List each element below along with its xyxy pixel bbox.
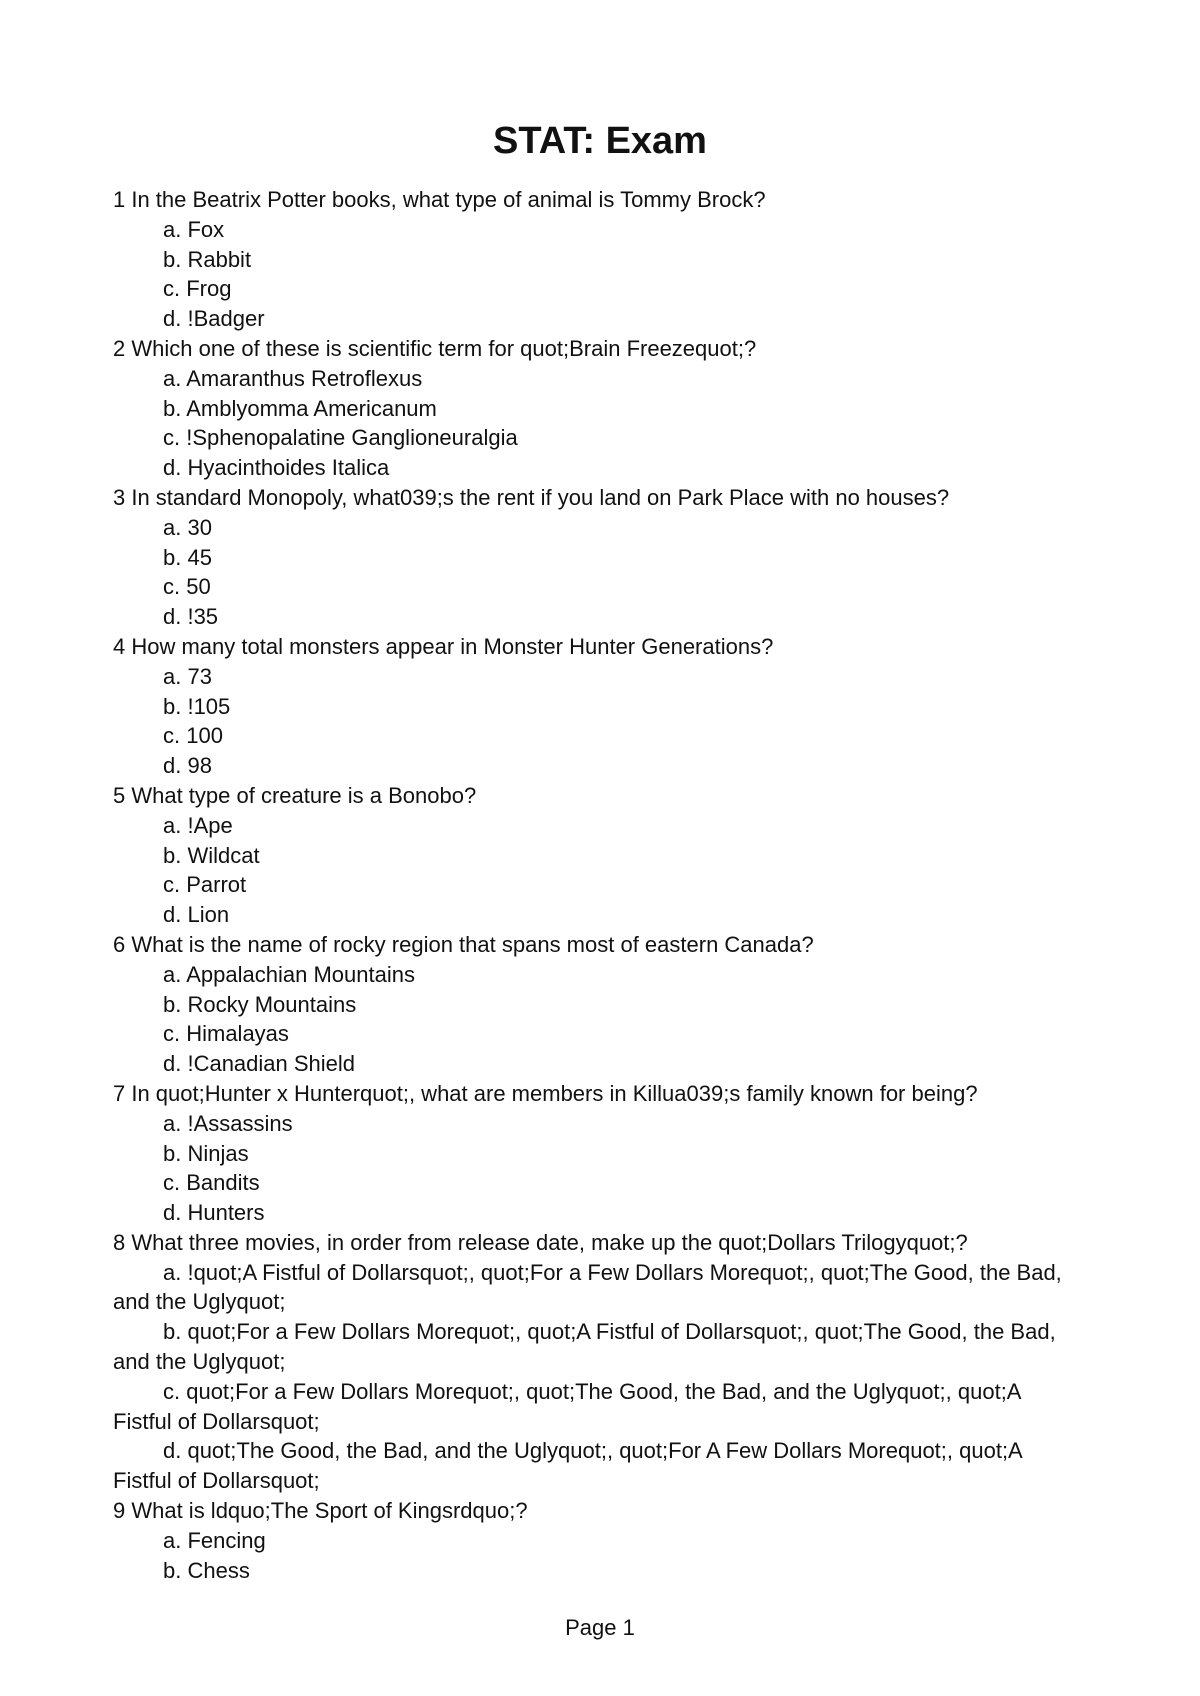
answer-option: a. !Ape <box>163 812 233 838</box>
answer-option: a. Fox <box>163 216 225 242</box>
question-text: 8 What three movies, in order from release date, make up the quot;Dollars Trilogyquot;? <box>113 1229 968 1255</box>
document-title: STAT: Exam <box>493 120 707 162</box>
option-list <box>113 1258 1073 1496</box>
question-8 <box>113 1228 1073 1496</box>
question-2 <box>113 334 1073 483</box>
answer-option: a. Appalachian Mountains <box>163 961 415 987</box>
question-text: 7 In quot;Hunter x Hunterquot;, what are members in Killua039;s family known for being? <box>113 1080 978 1106</box>
answer-option: a. !quot;A Fistful of Dollarsquot;, quot;For a Few Dollars Morequot;, quot;The Good, the Bad, and the Uglyquot; <box>113 1259 1062 1315</box>
question-4 <box>113 632 1073 781</box>
answer-option: d. 98 <box>163 753 212 779</box>
question-text: 5 What type of creature is a Bonobo? <box>113 782 477 808</box>
question-text: 3 In standard Monopoly, what039;s the rent if you land on Park Place with no houses? <box>113 484 950 510</box>
question-text: 9 What is ldquo;The Sport of Kingsrdquo;? <box>113 1498 528 1524</box>
question-text: 2 Which one of these is scientific term for quot;Brain Freezequot;? <box>113 335 757 361</box>
answer-option: d. quot;The Good, the Bad, and the Uglyquot;, quot;For A Few Dollars Morequot;, quot;A Fistful of Dollarsquot; <box>113 1438 1022 1494</box>
answer-option: c. Bandits <box>163 1170 260 1196</box>
option-list <box>113 811 1073 930</box>
answer-option: c. 100 <box>163 723 223 749</box>
answer-option: b. Rocky Mountains <box>163 991 357 1017</box>
answer-option: d. Lion <box>163 902 230 928</box>
question-7 <box>113 1079 1073 1228</box>
answer-option: d. !35 <box>163 604 219 630</box>
question-text: 6 What is the name of rocky region that spans most of eastern Canada? <box>113 931 814 957</box>
answer-option: c. Frog <box>163 276 232 302</box>
answer-option: a. Amaranthus Retroflexus <box>163 365 423 391</box>
question-list <box>113 185 1073 1585</box>
answer-option: a. Fencing <box>163 1527 266 1553</box>
answer-option: d. Hunters <box>163 1200 265 1226</box>
answer-option: b. Amblyomma Americanum <box>163 395 437 421</box>
option-list <box>113 364 1073 483</box>
option-list <box>113 960 1073 1079</box>
answer-option: b. !105 <box>163 693 231 719</box>
answer-option: b. Ninjas <box>163 1140 249 1166</box>
question-1 <box>113 185 1073 334</box>
answer-option: c. quot;For a Few Dollars Morequot;, quot;The Good, the Bad, and the Uglyquot;, quot;A Fistful of Dollarsquot; <box>113 1378 1021 1434</box>
answer-option: c. 50 <box>163 574 211 600</box>
answer-option: b. quot;For a Few Dollars Morequot;, quot;A Fistful of Dollarsquot;, quot;The Good, the Bad, and the Uglyquot; <box>113 1319 1056 1375</box>
answer-option: c. Parrot <box>163 872 247 898</box>
question-text: 4 How many total monsters appear in Monster Hunter Generations? <box>113 633 774 659</box>
question-3 <box>113 483 1073 632</box>
page-number: Page 1 <box>565 1615 635 1640</box>
option-list <box>113 1109 1073 1228</box>
option-list <box>113 215 1073 334</box>
question-9 <box>113 1496 1073 1585</box>
answer-option: b. Chess <box>163 1557 250 1583</box>
answer-option: d. !Canadian Shield <box>163 1051 356 1077</box>
answer-option: c. Himalayas <box>163 1021 289 1047</box>
answer-option: d. !Badger <box>163 306 265 332</box>
answer-option: b. Rabbit <box>163 246 252 272</box>
option-list <box>113 513 1073 632</box>
answer-option: a. !Assassins <box>163 1110 293 1136</box>
answer-option: a. 30 <box>163 514 212 540</box>
option-list <box>113 1526 1073 1586</box>
answer-option: b. Wildcat <box>163 842 260 868</box>
answer-option: c. !Sphenopalatine Ganglioneuralgia <box>163 425 518 451</box>
answer-option: d. Hyacinthoides Italica <box>163 455 390 481</box>
answer-option: a. 73 <box>163 663 212 689</box>
answer-option: b. 45 <box>163 544 212 570</box>
question-text: 1 In the Beatrix Potter books, what type of animal is Tommy Brock? <box>113 187 766 212</box>
question-6 <box>113 930 1073 1079</box>
question-5 <box>113 781 1073 930</box>
option-list <box>113 662 1073 781</box>
